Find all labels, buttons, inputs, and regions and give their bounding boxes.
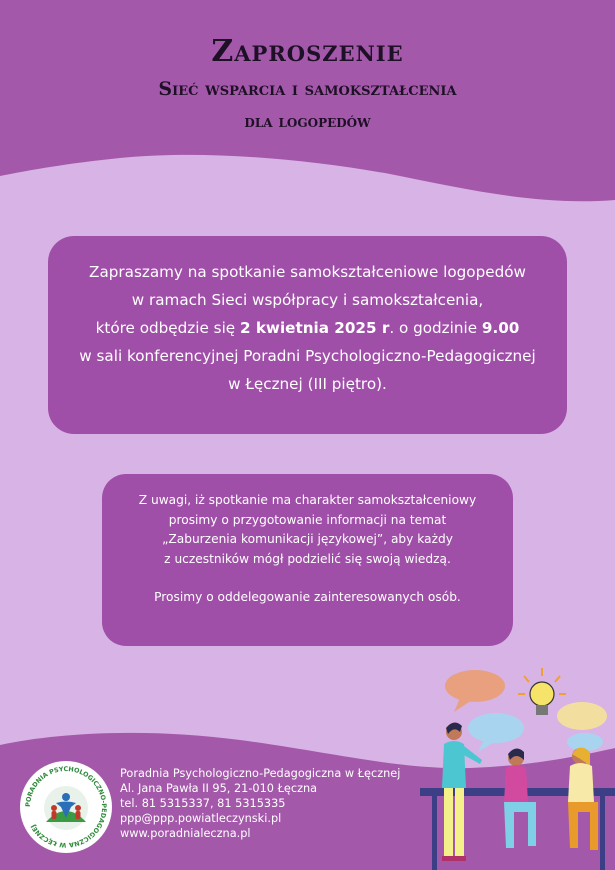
invitation-line-3-mid: . o godzinie: [389, 319, 482, 337]
speech-bubble-small: [567, 733, 603, 751]
contact-info: [120, 766, 400, 841]
meeting-time: 9.00: [481, 319, 520, 337]
poradnia-logo: [19, 760, 113, 854]
invitation-line-1: Zapraszamy na spotkanie samokształceniowe logopedów: [89, 263, 526, 281]
logo-child-right-head: [75, 805, 81, 811]
logo-child-left-body: [52, 811, 57, 819]
note-box: [102, 474, 513, 646]
logo-child-left-head: [51, 805, 57, 811]
note-line-4: z uczestników mógł podzielić się swoją wiedzą.: [164, 551, 451, 566]
lightbulb-icon: [518, 668, 566, 715]
note-line-2: prosimy o przygotowanie informacji na temat: [168, 512, 447, 527]
invitation-line-4: w sali konferencyjnej Poradni Psychologiczno-Pedagogicznej: [79, 347, 536, 365]
institution-phone: tel. 81 5315337, 81 5315335: [120, 797, 286, 810]
person-sitting-middle: [504, 748, 536, 848]
page-title: Zaproszenie: [211, 34, 404, 69]
institution-address: Al. Jana Pawła II 95, 21-010 Łęczna: [120, 782, 318, 795]
institution-email[interactable]: ppp@ppp.powiatleczynski.pl: [120, 812, 282, 825]
meeting-date: 2 kwietnia 2025 r: [239, 319, 390, 337]
invitation-line-3-pre: które odbędzie się: [95, 319, 240, 337]
invitation-box: [48, 236, 567, 434]
page-subtitle: Sieć wsparcia i samokształcenia: [158, 78, 457, 100]
logo-figure-head: [62, 793, 70, 801]
speech-bubble-blue: [468, 713, 524, 743]
speech-bubble-yellow: [557, 702, 607, 730]
logo-text: PORADNIA PSYCHOLOGICZNO-PEDAGOGICZNA W ŁĘCZNEJ: [23, 764, 109, 850]
logo-child-right-body: [76, 811, 81, 819]
note-line-1: Z uwagi, iż spotkanie ma charakter samokształceniowy: [138, 493, 477, 507]
header: [0, 32, 615, 134]
invitation-line-5: w Łęcznej (III piętro).: [228, 375, 387, 393]
institution-website[interactable]: www.poradnialeczna.pl: [120, 827, 251, 840]
institution-name: Poradnia Psychologiczno-Pedagogiczna w Łęcznej: [120, 767, 401, 780]
speech-bubble-orange: [445, 670, 505, 702]
meeting-illustration: [420, 656, 615, 870]
page-subtitle-audience: dla logopedów: [244, 112, 371, 132]
invitation-line-3: [48, 314, 567, 342]
note-line-3: „Zaburzenia komunikacji językowej”, aby każdy: [162, 532, 453, 546]
person-sitting-right: [568, 747, 598, 850]
invitation-line-2: w ramach Sieci współpracy i samokształcenia,: [131, 291, 484, 309]
note-line-5: Prosimy o oddelegowanie zainteresowanych osób.: [154, 590, 461, 604]
